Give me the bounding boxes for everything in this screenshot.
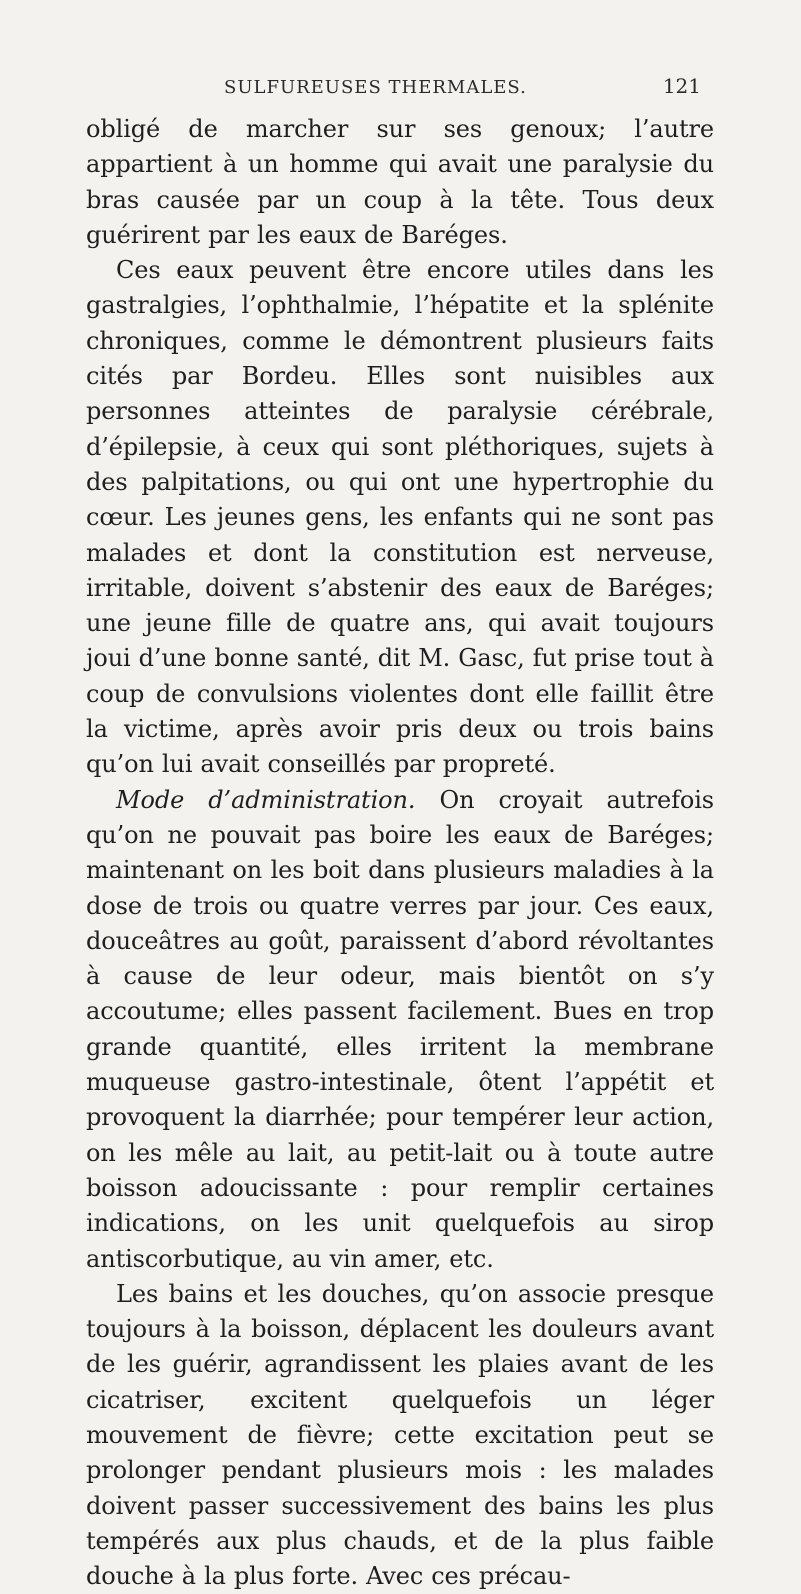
body-text [86,112,714,1594]
paragraph-bains-douches [86,1277,714,1594]
paragraph-continuation [86,112,714,253]
paragraph-administration [86,783,714,1277]
running-title: SULFUREUSES THERMALES. [224,77,527,98]
paragraph-text: On croyait autrefois qu’on ne pouvait pas boire les eaux de Baréges; maintenant on les boit dans plusieurs maladies à la dose de trois ou quatre verres par jour. Ces eaux, douceâtres au goût, paraissent d’abord révoltantes à cause de leur odeur, mais bientôt on s’y accoutume; elles passent facilement. Bues en trop grande quantité, elles irritent la membrane muqueuse gastro-intestinale, ôtent l’appétit et provoquent la diarrhée; pour tempérer leur action, on les mêle au lait, au petit-lait ou à toute autre boisson adoucissante : pour remplir certaines indications, on les unit quelquefois au sirop antiscorbutique, au vin amer, etc. [86,785,714,1273]
page-number: 121 [662,74,701,98]
paragraph-text: Les bains et les douches, qu’on associe presque toujours à la boisson, déplacent les douleurs avant de les guérir, agrandissent les plaies avant de les cicatriser, excitent quelquefois un léger mouvement de fièvre; cette excitation peut se prolonger pendant plusieurs mois : les malades doivent passer successivement des bains les plus tempérés aux plus chauds, et de la plus faible douche à la plus forte. Avec ces précau- [86,1279,714,1591]
paragraph-text: Ces eaux peuvent être encore utiles dans les gastralgies, l’ophthalmie, l’hépatite et la splénite chroniques, comme le démontrent plusieurs faits cités par Bordeu. Elles sont nuisibles aux personnes atteintes de paralysie cérébrale, d’épilepsie, à ceux qui sont pléthoriques, sujets à des palpitations, ou qui ont une hypertrophie du cœur. Les jeunes gens, les enfants qui ne sont pas malades et dont la constitution est nerveuse, irritable, doivent s’abstenir des eaux de Baréges; une jeune fille de quatre ans, qui avait toujours joui d’une bonne santé, dit M. Gasc, fut prise tout à coup de convulsions violentes dont elle faillit être la victime, après avoir pris deux ou trois bains qu’on lui avait conseillés par propreté. [86,256,714,779]
paragraph-indications [86,253,714,782]
paragraph-text: obligé de marcher sur ses genoux; l’autre appartient à un homme qui avait une paralysie du bras causée par un coup à la tête. Tous deux guérirent par les eaux de Baréges. [86,115,714,249]
section-lead: Mode d’administration. [116,785,416,814]
running-header [86,74,713,112]
